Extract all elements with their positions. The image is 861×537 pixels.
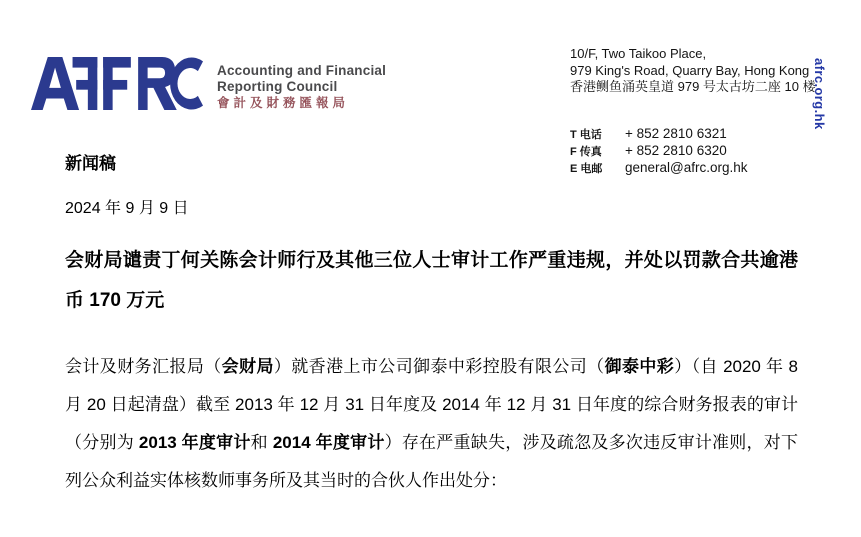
address-line-1: 10/F, Two Taikoo Place, [570, 46, 707, 61]
phone-label: T 电话 [570, 128, 602, 141]
paragraph-segment-bold: 御泰中彩 [604, 357, 675, 376]
afrc-logo [31, 57, 203, 110]
brand-name-zh: 會計及財務匯報局 [217, 96, 350, 110]
paragraph-segment-bold: 2013 年度审计 [138, 433, 251, 452]
paragraph-segment: ）存在严重缺失，涉及疏忽及多次违反审计准则，对下列公众利益实体核数师事务所及其当时的合伙人作出处分： [65, 433, 799, 490]
afrc-logo-icon [31, 57, 203, 110]
phone-value: + 852 2810 6321 [625, 126, 727, 141]
paragraph-segment: ）就香港上市公司御泰中彩控股有限公司（ [273, 357, 605, 376]
date-text: 2024 年 9 月 9 日 [65, 200, 189, 217]
fax-value: + 852 2810 6320 [625, 143, 727, 159]
address-line-2: 979 King's Road, Quarry Bay, Hong Kong [570, 62, 810, 78]
brand-tagline [217, 63, 386, 111]
contact-block [570, 126, 748, 177]
paragraph-segment: 会计及财务汇报局（ [65, 357, 222, 376]
paragraph-segment-bold: 会财局 [221, 357, 274, 376]
address-block [570, 46, 816, 96]
paragraph-segment: 和 [250, 433, 273, 452]
address-line-3: 香港鲗鱼涌英皇道 979 号太古坊二座 10 楼 [570, 79, 816, 94]
brand-name-en-line1: Accounting and Financial [217, 63, 387, 78]
contact-row-fax [570, 143, 748, 160]
fax-label: F 传真 [570, 145, 602, 158]
headline: 会财局谴责丁何关陈会计师行及其他三位人士审计工作严重违规，并处以罚款合共逾港币 170 万元 [65, 250, 798, 311]
contact-row-email [570, 160, 748, 177]
contact-row-phone [570, 126, 748, 143]
brand-name-en-line2: Reporting Council [217, 78, 338, 94]
email-label: E 电邮 [570, 162, 603, 175]
website-vertical [810, 58, 830, 188]
doc-type-label: 新闻稿 [65, 154, 116, 173]
paragraph-segment-bold: 2014 年度审计 [272, 433, 385, 452]
paragraph-segment: ）（自 2020 年 8 月 20 日起清盘）截至 2013 年 12 月 31 日年度及 2014 年 12 月 31 日年度的综合财务报表的审计（分别为 [65, 357, 799, 452]
email-value: general@afrc.org.hk [625, 160, 748, 176]
website-vertical-text: afrc.org.hk [812, 58, 827, 130]
body-paragraph [65, 348, 798, 500]
